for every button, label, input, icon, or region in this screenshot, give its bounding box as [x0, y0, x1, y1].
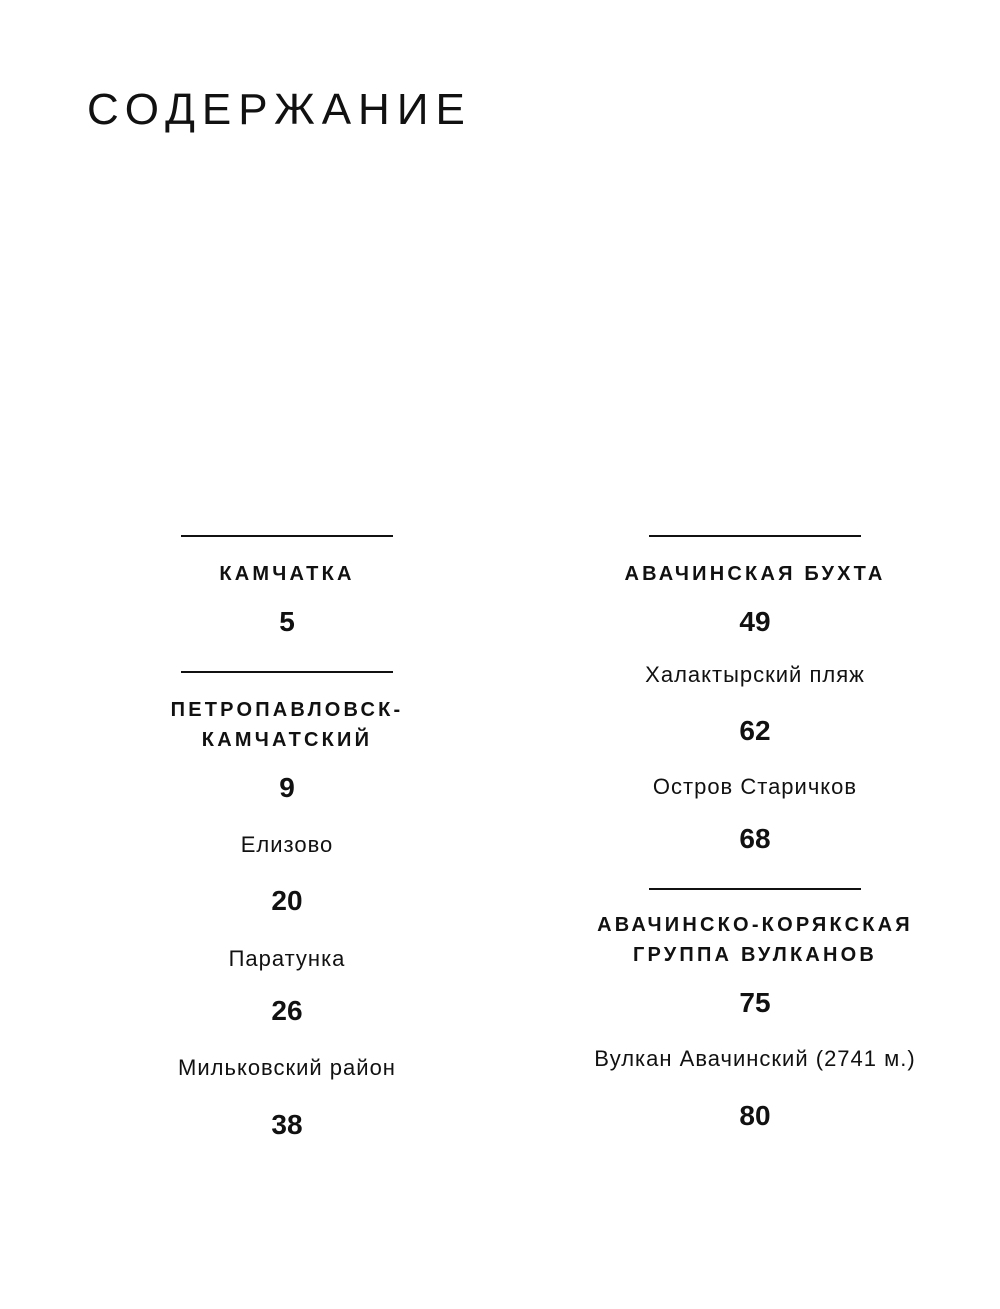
page-number: 49: [739, 606, 771, 637]
toc-entry-elizovo[interactable]: Елизово: [240, 832, 334, 857]
section-title-line: АВАЧИНСКО-КОРЯКСКАЯ: [597, 914, 913, 936]
section-title-avacha-bay[interactable]: [625, 559, 886, 589]
section-title-kamchatka[interactable]: [219, 559, 354, 589]
section-title-line: КАМЧАТСКИЙ: [201, 729, 373, 751]
page-number: 62: [739, 715, 771, 746]
page-number: 5: [279, 606, 295, 637]
section-title-line: АВАЧИНСКАЯ БУХТА: [624, 563, 886, 585]
section-divider: [181, 671, 393, 673]
section-title-line: КАМЧАТКА: [219, 563, 355, 585]
page-number: 68: [739, 823, 771, 854]
toc-entry-starichkov-island[interactable]: Остров Старичков: [652, 774, 858, 799]
toc-entry-paratunka[interactable]: Паратунка: [228, 946, 346, 971]
toc-entry-avachinsky-volcano[interactable]: Вулкан Авачинский (2741 м.): [594, 1046, 916, 1071]
page-number: 20: [271, 885, 303, 916]
page-title: СОДЕРЖАНИЕ: [87, 85, 472, 134]
section-divider: [649, 888, 861, 890]
page-number: 75: [739, 987, 771, 1018]
section-title-line: ПЕТРОПАВЛОВСК-: [170, 699, 404, 721]
toc-entry-khalaktyr-beach[interactable]: Халактырский пляж: [645, 662, 865, 687]
toc-entry-milkovo-district[interactable]: Мильковский район: [178, 1055, 396, 1080]
page-number: 9: [279, 772, 295, 803]
section-title-avacha-koryak-volcanoes[interactable]: [597, 910, 913, 970]
page-number: 38: [271, 1109, 303, 1140]
toc-column-right: [520, 535, 990, 1132]
section-divider: [181, 535, 393, 537]
page-number: 80: [739, 1100, 771, 1131]
page-number: 26: [271, 995, 303, 1026]
toc-column-left: [52, 535, 522, 1141]
section-title-line: ГРУППА ВУЛКАНОВ: [632, 944, 878, 966]
section-divider: [649, 535, 861, 537]
section-title-petropavlovsk[interactable]: [171, 695, 404, 755]
